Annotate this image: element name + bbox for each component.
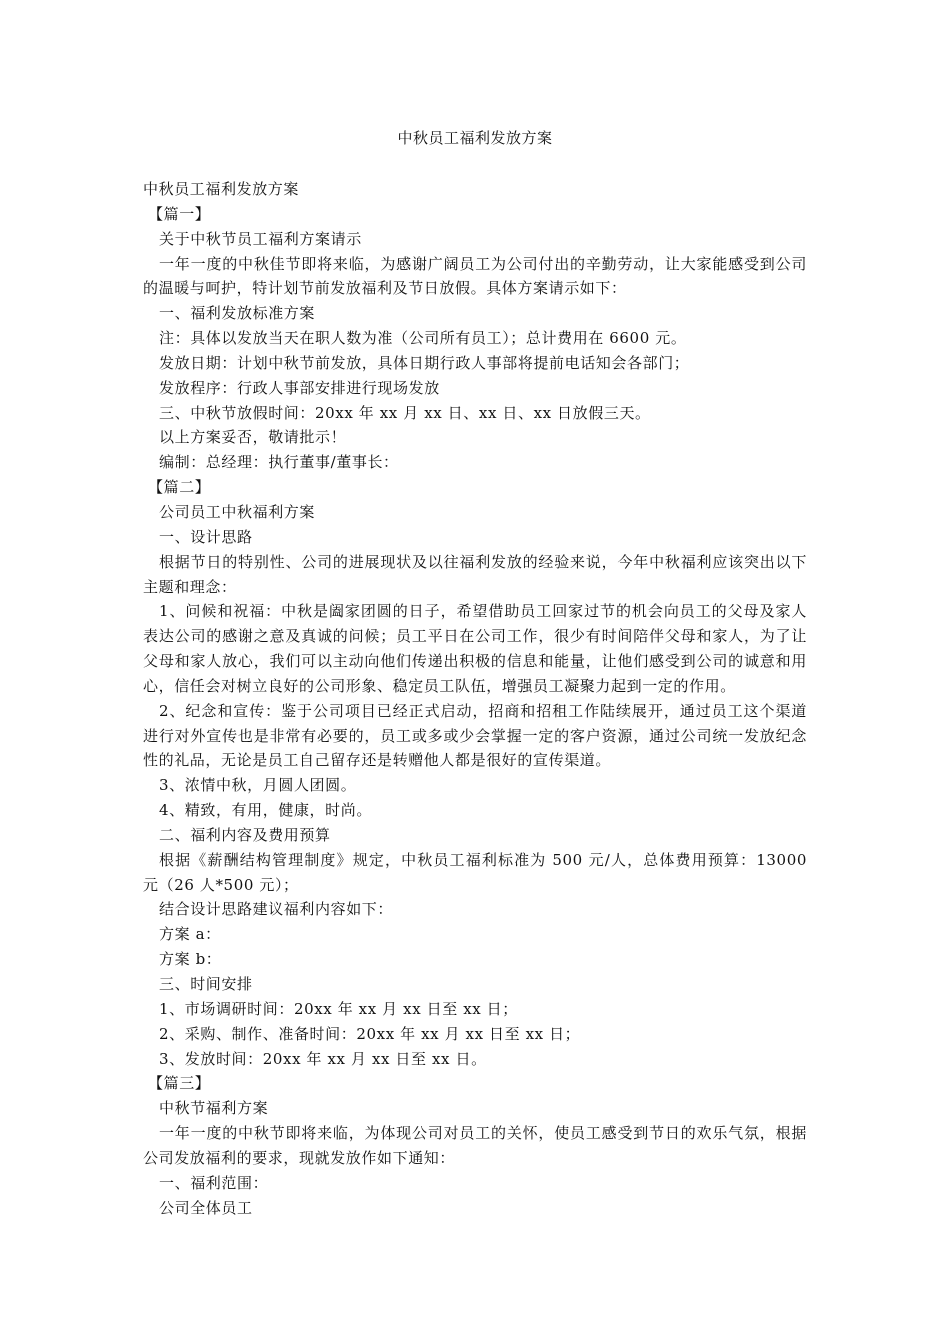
paragraph: 发放程序：行政人事部安排进行现场发放 (159, 378, 440, 397)
paragraph: 根据节日的特别性、公司的进展现状及以往福利发放的经验来说，今年中秋福利应该突出以下主题和理念： (143, 552, 807, 596)
paragraph: 公司全体员工 (159, 1198, 253, 1217)
section-marker: 【篇三】 (148, 1074, 211, 1093)
section-marker: 【篇二】 (148, 478, 211, 497)
paragraph: 二、福利内容及费用预算 (159, 825, 331, 844)
paragraph: 公司员工中秋福利方案 (159, 502, 316, 521)
paragraph: 以上方案妥否，敬请批示！ (159, 428, 347, 447)
paragraph: 2、纪念和宣传：鉴于公司项目已经正式启动，招商和招租工作陆续展开，通过员工这个渠道进行对外宣传也是非常有必要的，员工或多或少会掌握一定的客户资源，通过公司统一发放纪念性的礼品，无论是员工自己留存还是转赠他人都是很好的宣传渠道。 (143, 701, 807, 770)
page-title: 中秋员工福利发放方案 (397, 129, 553, 147)
paragraph: 1、市场调研时间：20xx 年 xx 月 xx 日至 xx 日； (159, 999, 518, 1018)
paragraph: 根据《薪酬结构管理制度》规定，中秋员工福利标准为 500 元/人，总体费用预算：13000 元（26 人*500 元）； (143, 850, 807, 894)
paragraph: 一、福利范围： (159, 1173, 269, 1192)
paragraph: 关于中秋节员工福利方案请示 (159, 229, 362, 248)
paragraph: 结合设计思路建议福利内容如下： (159, 900, 394, 919)
paragraph: 三、中秋节放假时间：20xx 年 xx 月 xx 日、xx 日、xx 日放假三天。 (159, 403, 651, 422)
paragraph: 3、浓情中秋，月圆人团圆。 (159, 776, 357, 795)
paragraph: 一年一度的中秋佳节即将来临，为感谢广阔员工为公司付出的辛勤劳动，让大家能感受到公司的温暖与呵护，特计划节前发放福利及节日放假。具体方案请示如下： (143, 254, 807, 298)
paragraph: 一年一度的中秋节即将来临，为体现公司对员工的关怀，使员工感受到节日的欢乐气氛，根据公司发放福利的要求，现就发放作如下通知： (143, 1124, 807, 1167)
paragraph: 2、采购、制作、准备时间：20xx 年 xx 月 xx 日至 xx 日； (159, 1024, 581, 1043)
paragraph: 发放日期：计划中秋节前发放，具体日期行政人事部将提前电话知会各部门； (159, 353, 690, 372)
paragraph: 1、问候和祝福：中秋是阖家团圆的日子，希望借助员工回家过节的机会向员工的父母及家人表达公司的感谢之意及真诚的问候；员工平日在公司工作，很少有时间陪伴父母和家人，为了让父母和家人放心，我们可以主动向他们传递出积极的信息和能量，让他们感受到公司的诚意和用心，信任会对树立良好的公司形象、稳定员工队伍，增强员工凝聚力起到一定的作用。 (143, 602, 807, 695)
document-heading: 中秋员工福利发放方案 (143, 180, 300, 198)
paragraph: 编制：总经理：执行董事/董事长： (159, 453, 399, 472)
paragraph: 方案 a： (159, 925, 221, 944)
paragraph: 3、发放时间：20xx 年 xx 月 xx 日至 xx 日。 (159, 1049, 487, 1068)
document-body (143, 177, 807, 1220)
paragraph: 注：具体以发放当天在职人数为准（公司所有员工）；总计费用在 6600 元。 (159, 329, 687, 348)
paragraph: 三、时间安排 (159, 975, 253, 993)
paragraph: 一、设计思路 (159, 527, 253, 546)
paragraph: 4、精致，有用，健康，时尚。 (159, 801, 372, 820)
paragraph: 方案 b： (159, 950, 222, 969)
section-marker: 【篇一】 (148, 204, 211, 223)
paragraph: 一、福利发放标准方案 (159, 304, 316, 323)
paragraph: 中秋节福利方案 (159, 1099, 269, 1118)
